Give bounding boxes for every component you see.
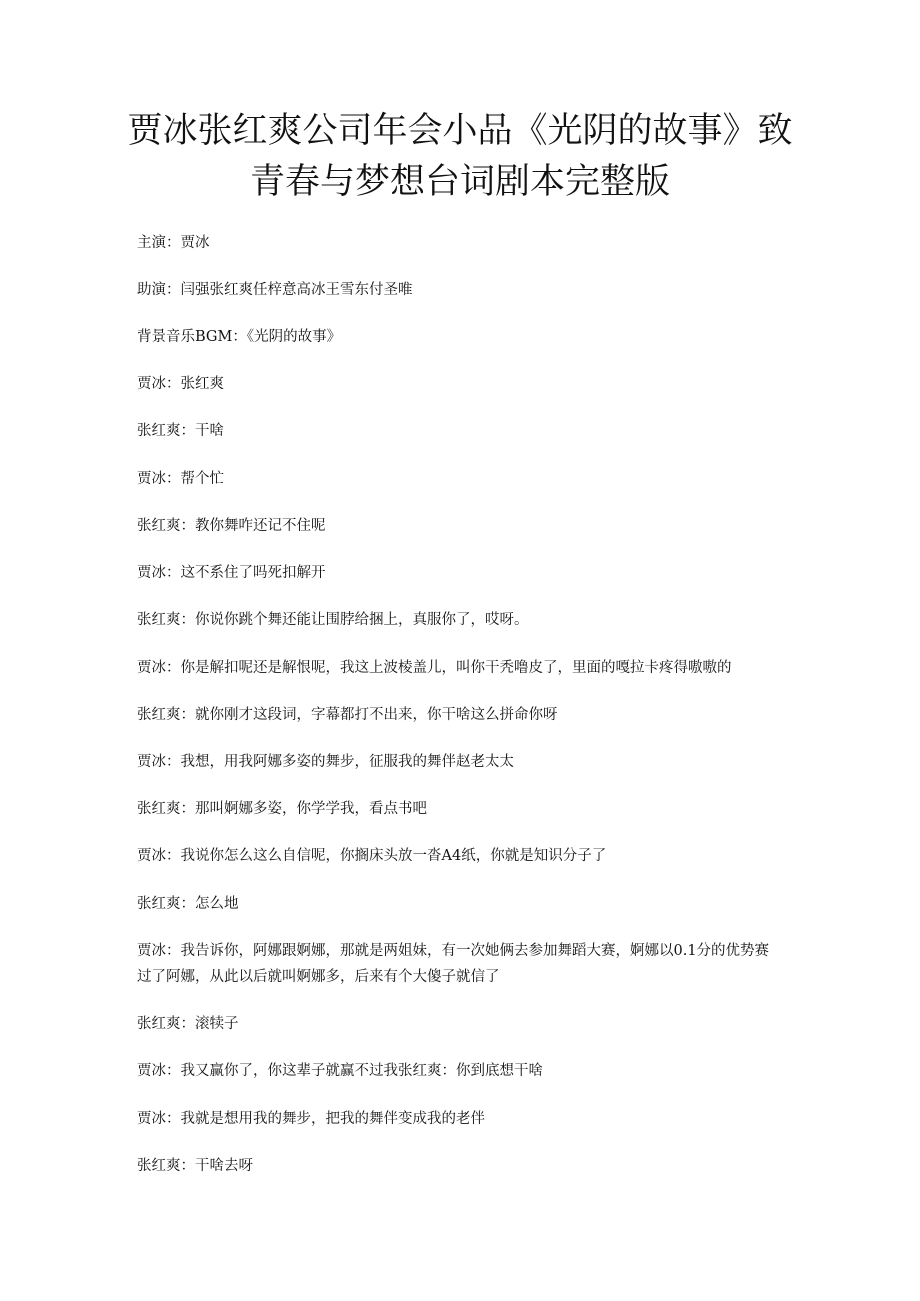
dialogue-line: 张红爽：那叫婀娜多姿，你学学我，看点书吧 xyxy=(137,801,427,817)
dialogue-line: 张红爽：怎么地 xyxy=(137,896,239,912)
dialogue-line: 贾冰：这不系住了吗死扣解开 xyxy=(137,565,326,581)
cast-lead: 主演：贾冰 xyxy=(137,235,210,251)
background-music: 背景音乐BGM：《光阴的故事》 xyxy=(137,329,342,345)
dialogue-line: 贾冰：你是解扣呢还是解恨呢，我这上波棱盖儿，叫你干秃噜皮了，里面的嘎拉卡疼得嗷嗷的 xyxy=(137,660,732,676)
cast-support: 助演：闫强张红爽任梓意高冰王雪东付圣唯 xyxy=(137,282,413,298)
dialogue-line: 张红爽：就你刚才这段词，字幕都打不出来，你干啥这么拼命你呀 xyxy=(137,707,558,723)
dialogue-line: 张红爽：干啥去呀 xyxy=(137,1158,253,1174)
dialogue-line: 张红爽：滚犊子 xyxy=(137,1016,239,1032)
title-line-1: 贾冰张红爽公司年会小品《光阴的故事》致 xyxy=(127,111,793,151)
dialogue-line: 张红爽：你说你跳个舞还能让围脖给捆上，真服你了，哎呀。 xyxy=(137,612,529,628)
dialogue-line: 贾冰：我想，用我阿娜多姿的舞步，征服我的舞伴赵老太太 xyxy=(137,754,514,770)
dialogue-line: 贾冰：我又赢你了，你这辈子就赢不过我张红爽：你到底想干啥 xyxy=(137,1063,543,1079)
title-line-2: 青春与梦想台词剧本完整版 xyxy=(249,162,670,202)
dialogue-line: 贾冰：张红爽 xyxy=(137,376,224,392)
dialogue-line: 贾冰：我就是想用我的舞步，把我的舞伴变成我的老伴 xyxy=(137,1111,485,1127)
document-title xyxy=(120,106,800,208)
dialogue-line: 贾冰：我说你怎么这么自信呢，你搁床头放一沓A4纸，你就是知识分子了 xyxy=(137,848,607,864)
dialogue-line: 贾冰：帮个忙 xyxy=(137,471,224,487)
dialogue-line: 贾冰：我告诉你，阿娜跟婀娜，那就是两姐妹，有一次她俩去参加舞蹈大赛，婀娜以0.1分的优势赛过了阿娜，从此以后就叫婀娜多，后来有个大傻子就信了 xyxy=(137,943,770,985)
dialogue-line: 张红爽：教你舞咋还记不住呢 xyxy=(137,518,326,534)
dialogue-line: 张红爽：干啥 xyxy=(137,423,224,439)
